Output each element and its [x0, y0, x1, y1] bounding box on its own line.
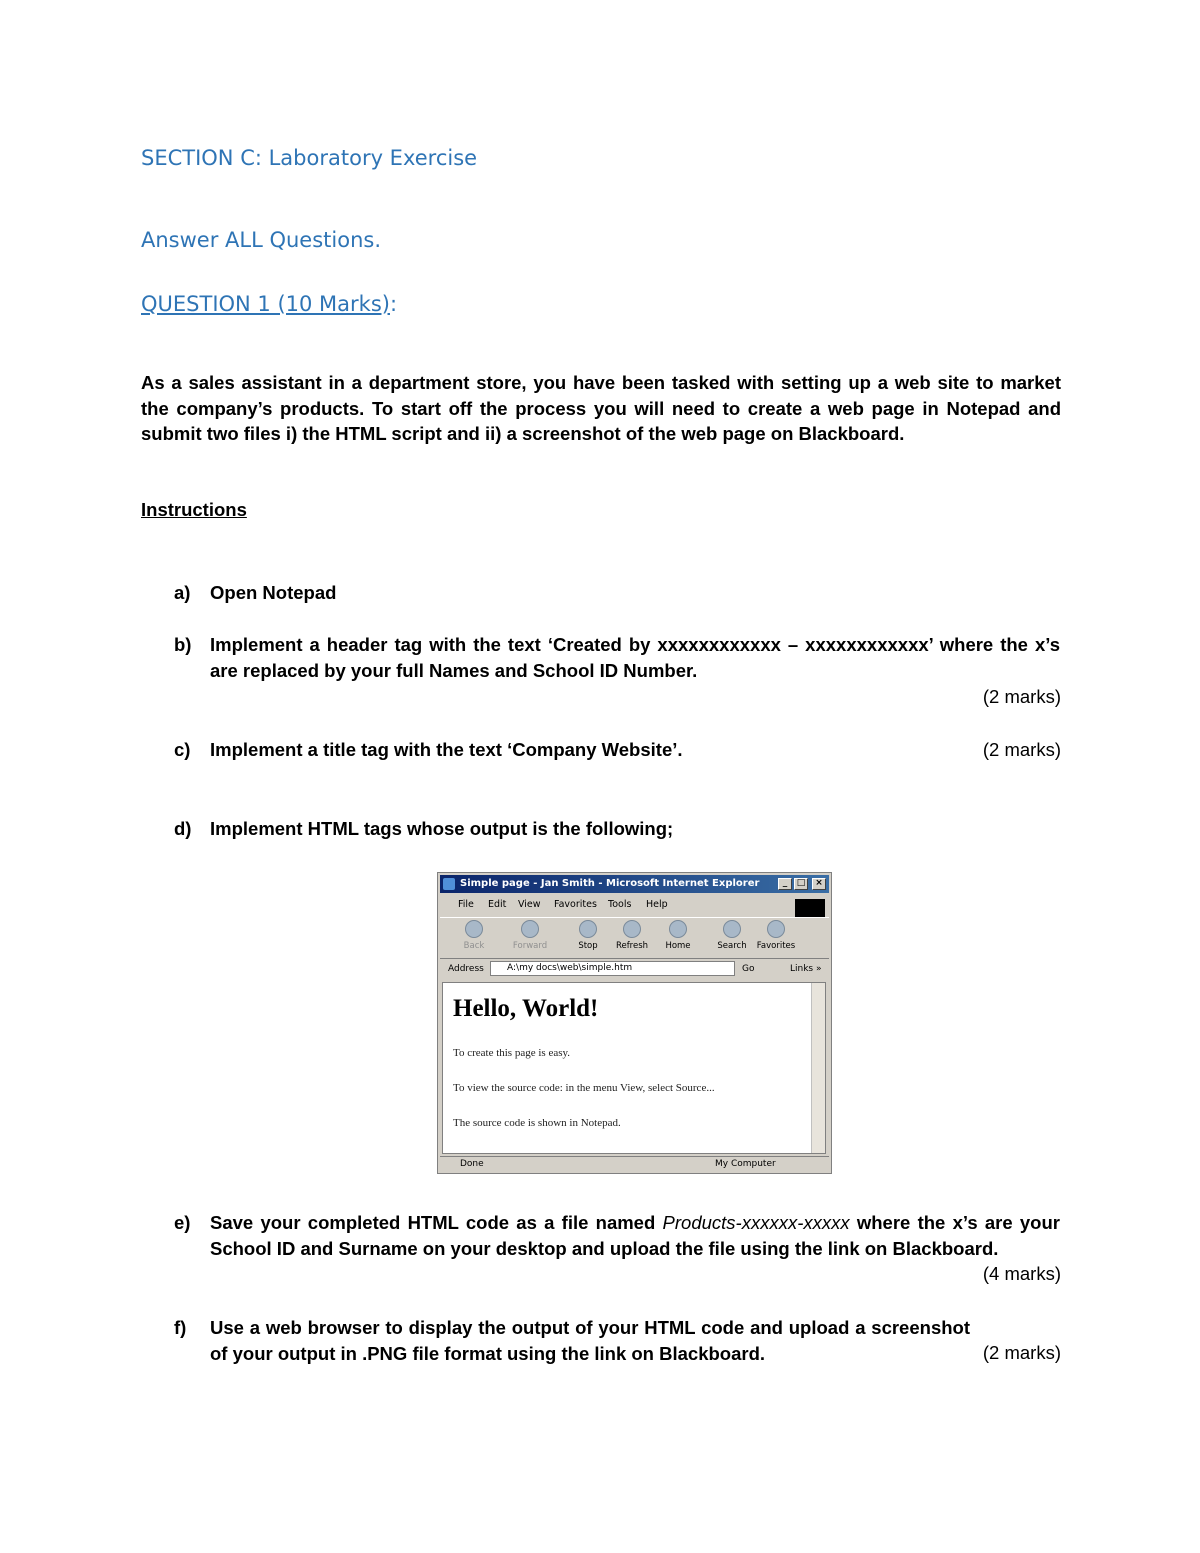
- item-letter: a): [174, 582, 191, 603]
- item-marks: (2 marks): [982, 739, 1061, 760]
- page-line: The source code is shown in Notepad.: [453, 1117, 621, 1129]
- item-text: Open Notepad: [210, 582, 337, 603]
- item-letter: f): [174, 1317, 187, 1338]
- question-heading: [141, 292, 397, 316]
- home-button: [658, 920, 698, 951]
- windows-logo-icon: [795, 899, 825, 917]
- item-text: Use a web browser to display the output of your HTML code and upload a screenshot of your output in .PNG file format using the link on Blackboard.: [210, 1317, 970, 1364]
- search-icon: [723, 920, 741, 938]
- item-filename: Products-xxxxxx-xxxxx: [662, 1212, 850, 1233]
- address-field: A:\my docs\web\simple.htm: [490, 961, 735, 976]
- answer-all-heading: Answer ALL Questions.: [141, 228, 382, 252]
- refresh-label: Refresh: [615, 941, 649, 951]
- item-letter: d): [174, 818, 192, 839]
- page-line: To create this page is easy.: [453, 1047, 571, 1059]
- section-title: SECTION C: Laboratory Exercise: [141, 146, 478, 170]
- instructions-heading: Instructions: [141, 499, 247, 520]
- go-button: Go: [742, 964, 755, 974]
- browser-menubar: [440, 895, 829, 915]
- menu-favorites: Favorites: [554, 899, 597, 910]
- back-arrow-icon: [465, 920, 483, 938]
- refresh-button: [612, 920, 652, 951]
- menu-help: Help: [646, 899, 668, 910]
- item-text: Implement HTML tags whose output is the following;: [210, 818, 674, 839]
- page-line: To view the source code: in the menu View, select Source...: [453, 1082, 715, 1094]
- browser-statusbar: [440, 1156, 829, 1172]
- address-label: Address: [448, 964, 484, 974]
- question-suffix: :: [389, 292, 398, 316]
- back-button: [454, 920, 494, 951]
- home-icon: [669, 920, 687, 938]
- menu-view: View: [518, 899, 541, 910]
- item-marks: (4 marks): [982, 1263, 1061, 1284]
- menu-tools: Tools: [608, 899, 632, 910]
- vertical-scrollbar: [811, 983, 825, 1153]
- item-text-after: where the x’s are your School ID and Surname on your desktop and upload the file using the link on Blackboard.: [210, 1212, 1060, 1259]
- item-marks: (2 marks): [982, 686, 1061, 707]
- question-label: QUESTION 1 (10 Marks): [141, 292, 390, 316]
- status-zone: My Computer: [715, 1159, 776, 1169]
- close-icon: ×: [812, 878, 826, 890]
- intro-paragraph: As a sales assistant in a department store, you have been tasked with setting up a web site to market the company’s products. To start off the process you will need to create a web page in Notepad and submit two files i) the HTML script and ii) a screenshot of the web page on Blackboard.: [141, 372, 1061, 444]
- browser-title: Simple page - Jan Smith - Microsoft Internet Explorer: [460, 878, 760, 889]
- browser-toolbar: [440, 917, 829, 959]
- stop-label: Stop: [578, 941, 598, 951]
- favorites-button: [756, 920, 796, 951]
- minimize-icon: _: [778, 878, 792, 890]
- home-label: Home: [665, 941, 691, 951]
- browser-screenshot: [437, 872, 832, 1174]
- item-text-before: Save your completed HTML code as a file named: [210, 1212, 663, 1233]
- ie-icon: [443, 878, 455, 890]
- item-letter: c): [174, 739, 191, 760]
- stop-icon: [579, 920, 597, 938]
- stop-button: [568, 920, 608, 951]
- refresh-icon: [623, 920, 641, 938]
- back-label: Back: [463, 941, 485, 951]
- page-heading: Hello, World!: [453, 995, 599, 1022]
- menu-file: File: [458, 899, 474, 910]
- maximize-icon: □: [794, 878, 808, 890]
- links-button: Links »: [790, 964, 822, 974]
- forward-arrow-icon: [521, 920, 539, 938]
- item-text: Implement a title tag with the text ‘Company Website’.: [210, 739, 683, 760]
- item-text: Implement a header tag with the text ‘Created by xxxxxxxxxxxx – xxxxxxxxxxxx’ where the x’s are replaced by your full Names and School ID Number.: [210, 634, 1060, 681]
- item-letter: b): [174, 634, 192, 655]
- forward-button: [510, 920, 550, 951]
- browser-titlebar: [440, 875, 829, 893]
- browser-viewport: [442, 982, 826, 1154]
- search-button: [712, 920, 752, 951]
- favorites-label: Favorites: [756, 941, 796, 951]
- address-bar: [440, 959, 829, 979]
- item-marks: (2 marks): [982, 1342, 1061, 1363]
- item-letter: e): [174, 1212, 191, 1233]
- forward-label: Forward: [512, 941, 548, 951]
- item-text: [210, 1210, 1060, 1261]
- search-label: Search: [717, 941, 747, 951]
- menu-edit: Edit: [488, 899, 507, 910]
- status-done: Done: [460, 1159, 484, 1169]
- favorites-icon: [767, 920, 785, 938]
